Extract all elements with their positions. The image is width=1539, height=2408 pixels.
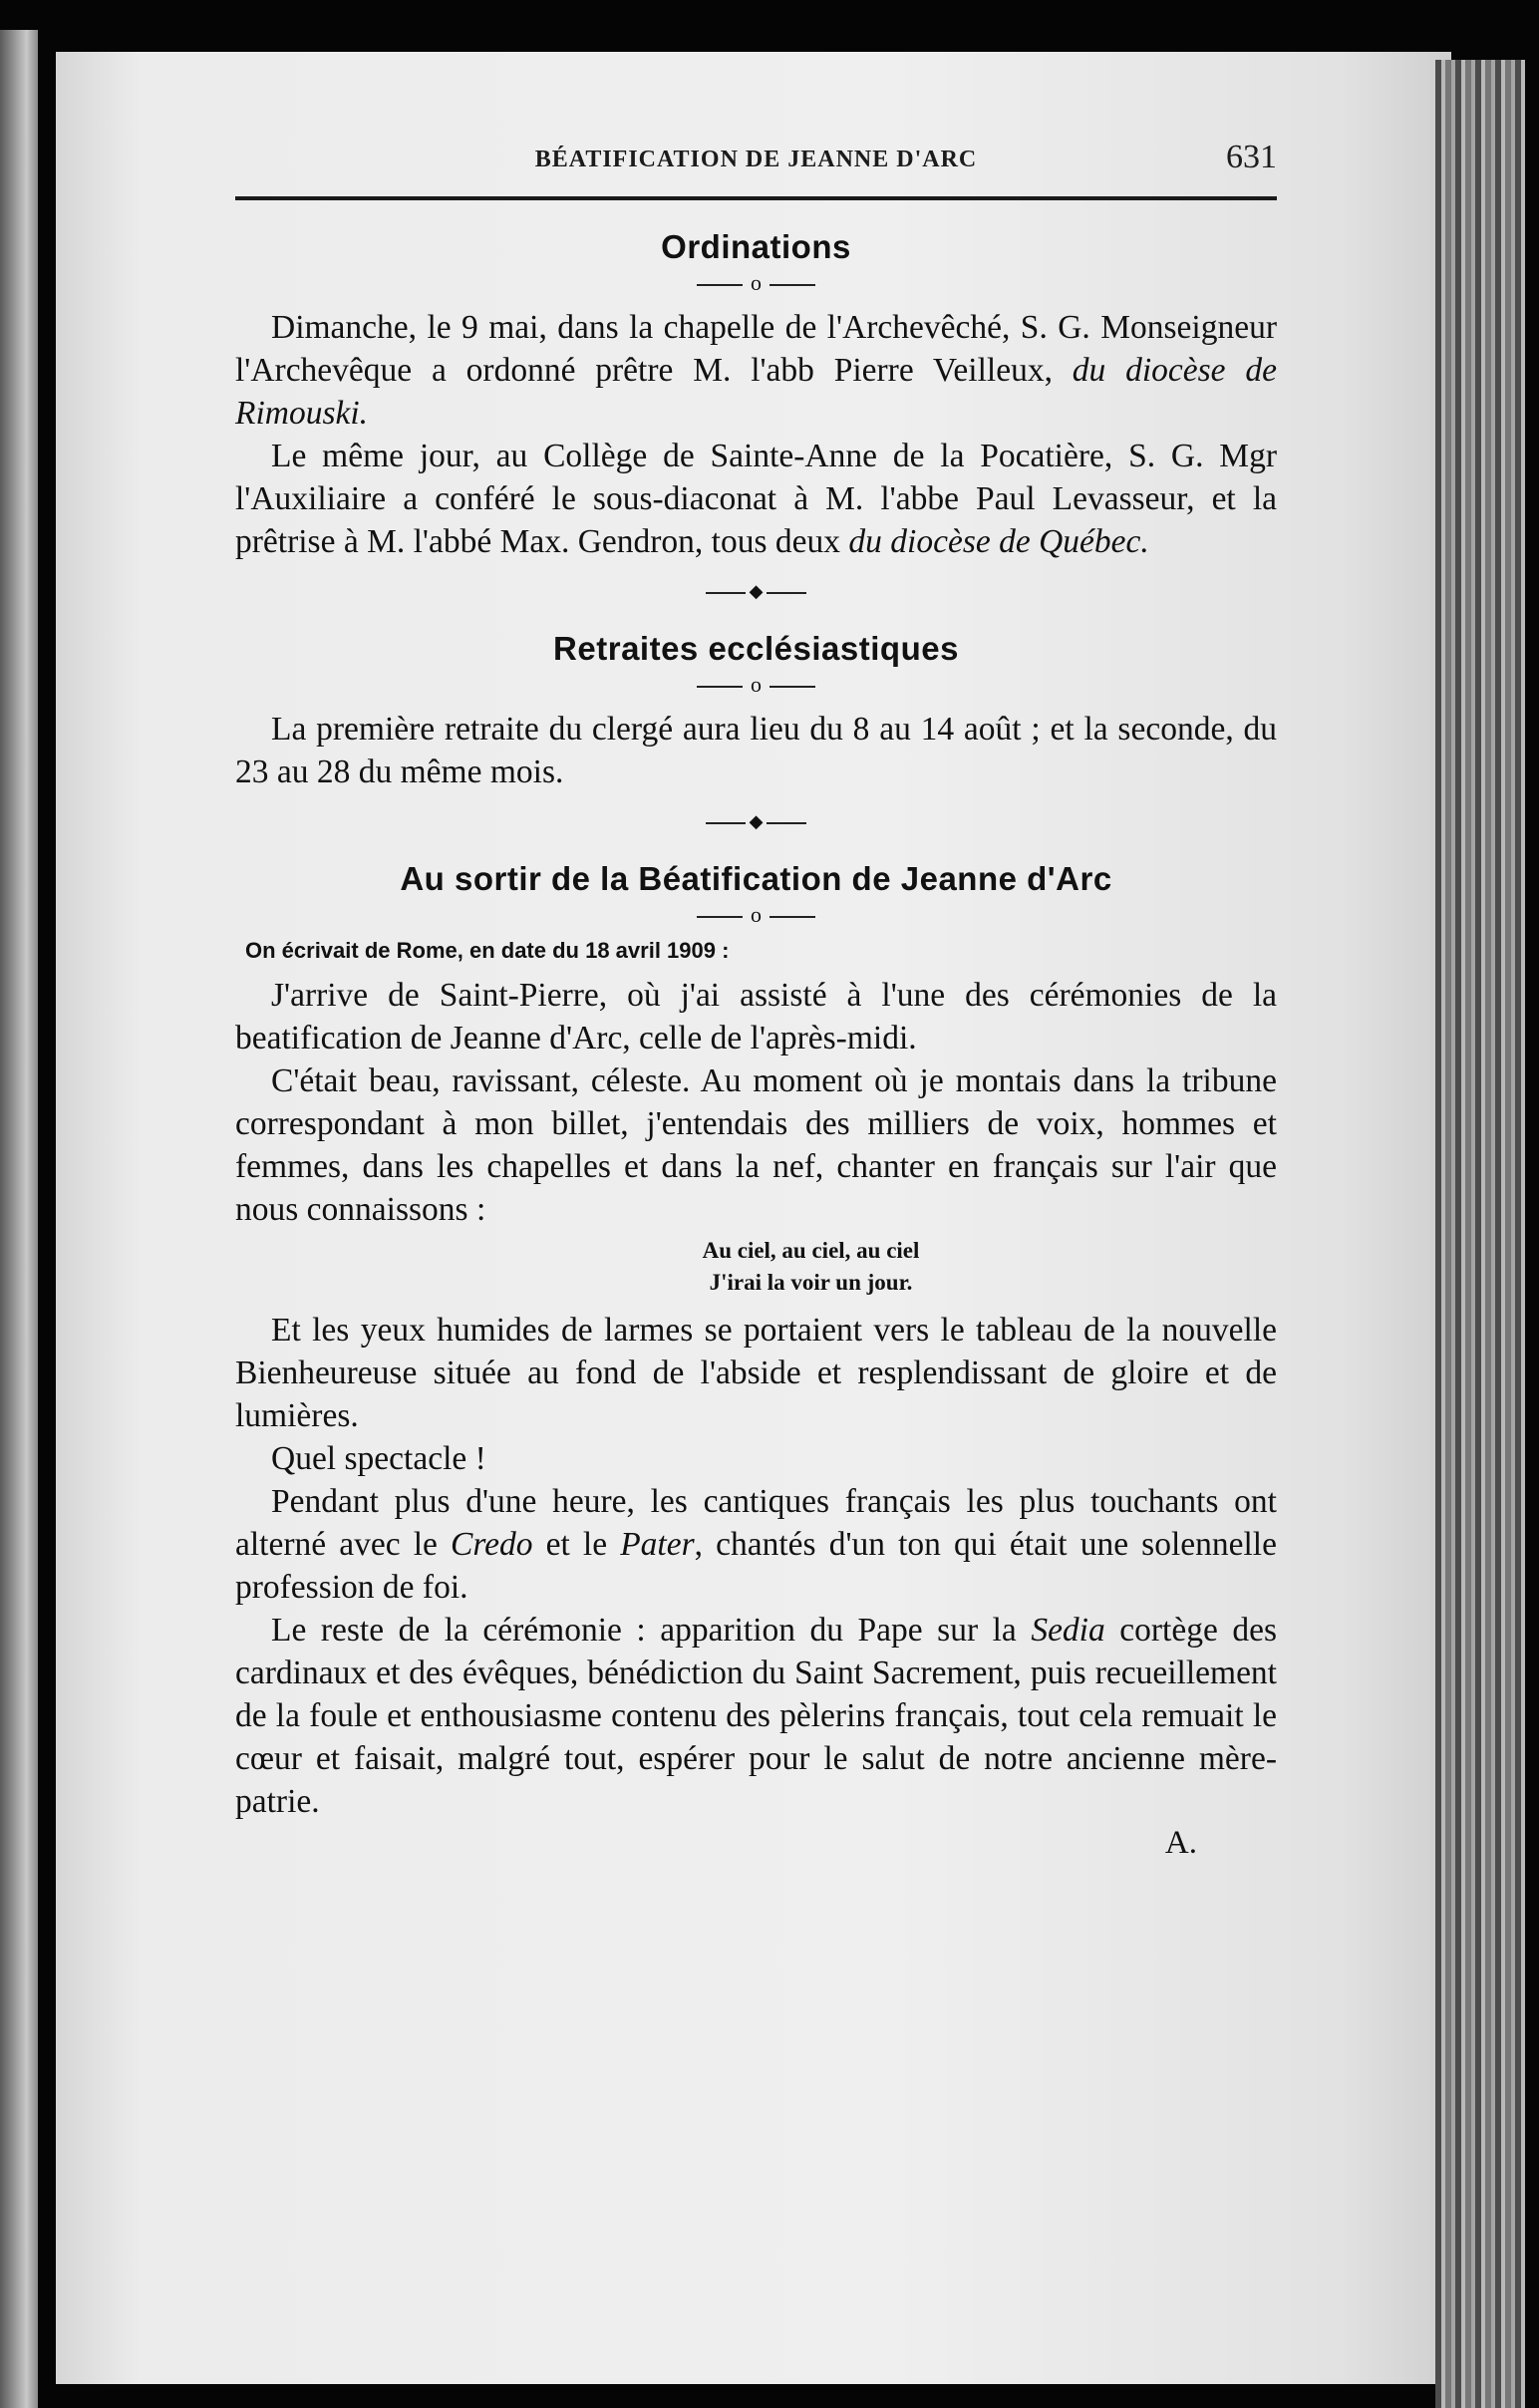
paragraph: Le même jour, au Collège de Sainte-Anne de la Pocatière, S. G. Mgr l'Auxiliaire a conféré le sous-diaconat à M. l'abbe Paul Levasseur, et la prêtrise à M. l'abbé Max. Gendron, tous deux du diocèse de Québec. bbox=[235, 438, 1277, 560]
book-page bbox=[56, 52, 1451, 2384]
section-title-retraites: Retraites ecclésiastiques bbox=[553, 630, 959, 667]
verse-line: Au ciel, au ciel, au ciel bbox=[702, 1238, 920, 1263]
section-title-ordinations: Ordinations bbox=[661, 228, 851, 265]
facing-page-edge bbox=[0, 30, 38, 2408]
ornament-divider: ◆ bbox=[235, 811, 1277, 832]
paragraph: La première retraite du clergé aura lieu du 8 au 14 août ; et la seconde, du 23 au 28 du même mois. bbox=[235, 711, 1277, 790]
running-head bbox=[235, 137, 1277, 200]
paragraph: Dimanche, le 9 mai, dans la chapelle de l'Archevêché, S. G. Monseigneur l'Archevêque a ordonné prêtre M. l'abb Pierre Veilleux, du diocèse de Rimouski. bbox=[235, 309, 1277, 432]
paragraph: Quel spectacle ! bbox=[271, 1440, 486, 1477]
section-title-beatification: Au sortir de la Béatification de Jeanne d'Arc bbox=[400, 860, 1112, 897]
ornament-divider: ◆ bbox=[235, 581, 1277, 602]
section-separator: o bbox=[235, 270, 1277, 296]
dateline: On écrivait de Rome, en date du 18 avril 1909 : bbox=[245, 938, 730, 963]
running-title: BÉATIFICATION DE JEANNE D'ARC bbox=[534, 147, 978, 172]
section-separator: o bbox=[235, 902, 1277, 928]
page-number: 631 bbox=[1226, 139, 1277, 175]
paragraph: Le reste de la cérémonie : apparition du Pape sur la Sedia cortège des cardinaux et des évêques, bénédiction du Saint Sacrement, puis recueillement de la foule et enthousiasme contenu des pèlerins français, tout cela remuait le cœur et faisait, malgré tout, espérer pour le salut de notre ancienne mère-patrie. bbox=[235, 1612, 1277, 1820]
paragraph: C'était beau, ravissant, céleste. Au moment où je montais dans la tribune correspondant à mon billet, j'entendais des milliers de voix, hommes et femmes, dans les chapelles et dans la nef, chanter en français sur l'air que nous connaissons : bbox=[235, 1062, 1277, 1228]
verse-quote bbox=[345, 1235, 1277, 1299]
section-separator: o bbox=[235, 672, 1277, 698]
page-stack-edges bbox=[1435, 60, 1525, 2408]
paragraph: Pendant plus d'une heure, les cantiques français les plus touchants ont alterné avec le Credo et le Pater, chantés d'un ton qui était une solennelle profession de foi. bbox=[235, 1483, 1277, 1606]
paragraph: J'arrive de Saint-Pierre, où j'ai assisté à l'une des cérémonies de la beatification de Jeanne d'Arc, celle de l'après-midi. bbox=[235, 977, 1277, 1056]
signature: A. bbox=[1164, 1825, 1197, 1861]
verse-line: J'irai la voir un jour. bbox=[709, 1270, 913, 1295]
paragraph: Et les yeux humides de larmes se portaient vers le tableau de la nouvelle Bienheureuse située au fond de l'abside et resplendissant de gloire et de lumières. bbox=[235, 1312, 1277, 1434]
page-content bbox=[235, 137, 1277, 1862]
